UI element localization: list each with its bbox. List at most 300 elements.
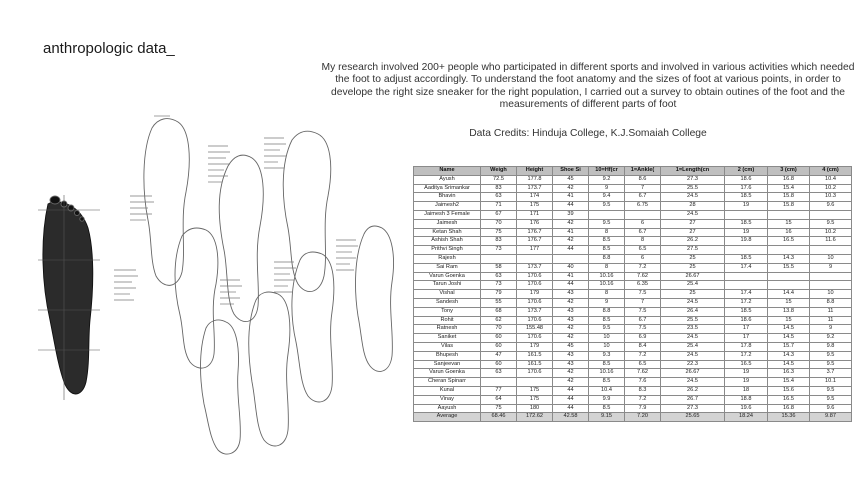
measurement-cell: 8.8 xyxy=(589,254,625,263)
participant-name-cell: Varun Goenka xyxy=(414,369,481,378)
measurement-cell: 10.3 xyxy=(810,193,852,202)
measurement-cell: 8.5 xyxy=(589,378,625,387)
measurement-cell: 9.2 xyxy=(810,334,852,343)
measurement-cell: 6 xyxy=(625,219,661,228)
measurement-cell: 7.2 xyxy=(625,395,661,404)
measurement-cell: 17.8 xyxy=(725,342,768,351)
measurement-cell: 17.2 xyxy=(725,298,768,307)
measurement-cell: 9 xyxy=(589,298,625,307)
measurement-cell: 9.6 xyxy=(810,202,852,211)
measurement-cell xyxy=(517,378,553,387)
table-row xyxy=(414,360,852,369)
column-header: Height xyxy=(517,167,553,176)
participant-name-cell: Sandesh xyxy=(414,298,481,307)
measurement-cell: 24.5 xyxy=(661,378,725,387)
measurement-cell: 43 xyxy=(553,360,589,369)
measurement-cell: 9.5 xyxy=(589,219,625,228)
table-row xyxy=(414,281,852,290)
measurement-cell: 41 xyxy=(553,228,589,237)
measurement-cell: 7.62 xyxy=(625,369,661,378)
measurement-cell: 3.7 xyxy=(810,369,852,378)
table-row xyxy=(414,193,852,202)
measurement-cell: 9.2 xyxy=(589,175,625,184)
column-header: Weigh xyxy=(481,167,517,176)
measurement-cell: 27.3 xyxy=(661,404,725,413)
measurement-cell: 171 xyxy=(517,210,553,219)
measurement-cell: 68 xyxy=(481,307,517,316)
measurement-cell: 155.48 xyxy=(517,325,553,334)
measurement-cell: 14.4 xyxy=(768,290,810,299)
average-value-cell: 9.87 xyxy=(810,413,852,422)
measurement-cell: 10.4 xyxy=(810,175,852,184)
measurement-cell: 10.2 xyxy=(810,228,852,237)
measurement-cell: 19 xyxy=(725,202,768,211)
measurement-cell: 9.5 xyxy=(810,360,852,369)
table-row xyxy=(414,263,852,272)
participant-name-cell: Aaditya Srimankar xyxy=(414,184,481,193)
measurement-cell: 63 xyxy=(481,193,517,202)
measurement-cell: 14.3 xyxy=(768,254,810,263)
measurement-cell: 173.7 xyxy=(517,184,553,193)
measurement-cell: 18 xyxy=(725,386,768,395)
participant-name-cell: Sai Ram xyxy=(414,263,481,272)
table-row xyxy=(414,254,852,263)
measurement-cell: 75 xyxy=(481,404,517,413)
measurement-cell: 42 xyxy=(553,325,589,334)
measurement-cell xyxy=(725,246,768,255)
measurement-cell: 22.3 xyxy=(661,360,725,369)
measurement-cell xyxy=(810,272,852,281)
column-header: 3 (cm) xyxy=(768,167,810,176)
measurement-cell: 77 xyxy=(481,386,517,395)
measurement-cell: 15.4 xyxy=(768,378,810,387)
measurement-cell: 83 xyxy=(481,237,517,246)
measurement-cell: 26.4 xyxy=(661,307,725,316)
participant-name-cell: Rajesh xyxy=(414,254,481,263)
participant-name-cell: Bhavin xyxy=(414,193,481,202)
measurement-cell: 24.5 xyxy=(661,351,725,360)
measurement-cell: 10.1 xyxy=(810,378,852,387)
measurement-cell: 24.5 xyxy=(661,334,725,343)
measurement-cell: 14.5 xyxy=(768,325,810,334)
measurement-cell: 9.6 xyxy=(810,404,852,413)
table-row xyxy=(414,219,852,228)
table-row xyxy=(414,404,852,413)
measurement-cell xyxy=(517,254,553,263)
measurement-cell: 170.6 xyxy=(517,272,553,281)
measurement-cell: 64 xyxy=(481,395,517,404)
measurement-cell: 71 xyxy=(481,202,517,211)
measurement-cell: 10.16 xyxy=(589,281,625,290)
participant-name-cell: Cheran Spinarr xyxy=(414,378,481,387)
measurement-cell: 9.5 xyxy=(810,219,852,228)
average-value-cell: 7.20 xyxy=(625,413,661,422)
measurement-cell: 44 xyxy=(553,386,589,395)
measurement-cell: 19 xyxy=(725,369,768,378)
measurement-cell: 8.5 xyxy=(589,360,625,369)
average-value-cell: 18.24 xyxy=(725,413,768,422)
measurement-cell: 7.9 xyxy=(625,404,661,413)
measurement-cell xyxy=(768,246,810,255)
measurement-cell: 44 xyxy=(553,202,589,211)
measurement-cell: 8 xyxy=(625,237,661,246)
measurement-cell: 176 xyxy=(517,219,553,228)
measurement-cell: 7.5 xyxy=(625,290,661,299)
measurement-cell: 7.62 xyxy=(625,272,661,281)
measurement-cell: 6.7 xyxy=(625,193,661,202)
measurement-cell: 16.8 xyxy=(768,175,810,184)
measurement-cell: 62 xyxy=(481,316,517,325)
measurement-cell xyxy=(810,281,852,290)
measurement-cell: 7 xyxy=(625,298,661,307)
measurement-cell: 17.2 xyxy=(725,351,768,360)
measurement-cell: 176.7 xyxy=(517,237,553,246)
measurement-cell: 45 xyxy=(553,342,589,351)
measurement-cell: 9.5 xyxy=(810,395,852,404)
measurement-cell: 18.5 xyxy=(725,219,768,228)
participant-name-cell: Vishal xyxy=(414,290,481,299)
measurement-cell: 43 xyxy=(553,351,589,360)
table-row xyxy=(414,386,852,395)
participant-name-cell: Tarun Joshi xyxy=(414,281,481,290)
column-header: 1=Length(cn xyxy=(661,167,725,176)
participant-name-cell: Saniket xyxy=(414,334,481,343)
table-row xyxy=(414,298,852,307)
table-row xyxy=(414,272,852,281)
measurement-cell: 170.6 xyxy=(517,281,553,290)
measurement-cell: 41 xyxy=(553,272,589,281)
measurement-cell: 9.4 xyxy=(589,193,625,202)
measurement-cell: 8.5 xyxy=(589,316,625,325)
measurement-cell: 8.8 xyxy=(589,307,625,316)
measurement-cell: 27.3 xyxy=(661,175,725,184)
measurement-cell: 10 xyxy=(810,254,852,263)
measurement-cell: 44 xyxy=(553,395,589,404)
intro-paragraph: My research involved 200+ people who participated in different sports and involved in various activities which needed the foot to adjust accordingly. To understand the foot anatomy and the sizes of foot at various points, in order to develope the right size sneaker for the right population, I carried out a survey to obtain outines of the foot and the measurements of different parts of foot xyxy=(321,62,855,111)
participant-name-cell: Varun Goenka xyxy=(414,272,481,281)
average-value-cell: 172.62 xyxy=(517,413,553,422)
participant-name-cell: Kunal xyxy=(414,386,481,395)
measurement-cell xyxy=(589,210,625,219)
measurement-cell: 16.5 xyxy=(768,237,810,246)
measurement-cell: 173.7 xyxy=(517,263,553,272)
average-value-cell: 9.15 xyxy=(589,413,625,422)
measurement-cell: 45 xyxy=(553,175,589,184)
measurement-cell: 47 xyxy=(481,351,517,360)
measurement-cell: 10.16 xyxy=(589,369,625,378)
measurement-cell: 177 xyxy=(517,246,553,255)
participant-name-cell: Ketan Shah xyxy=(414,228,481,237)
measurement-cell: 44 xyxy=(553,404,589,413)
measurement-cell: 7.6 xyxy=(625,378,661,387)
measurement-cell: 73 xyxy=(481,281,517,290)
participant-name-cell: Jaimesh2 xyxy=(414,202,481,211)
measurement-cell: 16.5 xyxy=(725,360,768,369)
measurement-cell: 17 xyxy=(725,334,768,343)
table-row xyxy=(414,395,852,404)
measurement-cell: 161.5 xyxy=(517,360,553,369)
measurement-cell: 15.5 xyxy=(768,263,810,272)
measurement-cell: 43 xyxy=(553,290,589,299)
measurement-cell xyxy=(481,378,517,387)
measurement-cell: 11 xyxy=(810,307,852,316)
measurement-cell: 25.5 xyxy=(661,184,725,193)
measurement-cell: 14.5 xyxy=(768,360,810,369)
measurement-cell: 60 xyxy=(481,360,517,369)
measurement-cell: 6.5 xyxy=(625,360,661,369)
measurement-cell: 17.4 xyxy=(725,263,768,272)
measurement-cell: 58 xyxy=(481,263,517,272)
measurement-cell: 25.4 xyxy=(661,281,725,290)
measurement-cell: 15 xyxy=(768,219,810,228)
table-row xyxy=(414,316,852,325)
participant-name-cell: Tony xyxy=(414,307,481,316)
measurement-cell: 43 xyxy=(553,316,589,325)
measurement-cell: 16 xyxy=(768,228,810,237)
average-value-cell: 68.46 xyxy=(481,413,517,422)
measurement-cell: 27.5 xyxy=(661,246,725,255)
measurement-cell: 18.5 xyxy=(725,193,768,202)
measurement-cell: 40 xyxy=(553,263,589,272)
measurement-cell: 60 xyxy=(481,342,517,351)
measurement-cell: 27 xyxy=(661,228,725,237)
measurement-cell: 8 xyxy=(589,263,625,272)
measurement-cell: 19.6 xyxy=(725,404,768,413)
measurement-cell: 39 xyxy=(553,210,589,219)
table-row xyxy=(414,246,852,255)
measurement-cell: 41 xyxy=(553,193,589,202)
participant-name-cell: Vinay xyxy=(414,395,481,404)
measurement-cell: 26.7 xyxy=(661,395,725,404)
measurement-cell: 170.6 xyxy=(517,334,553,343)
measurement-cell: 13.8 xyxy=(768,307,810,316)
table-row xyxy=(414,202,852,211)
measurement-cell: 28 xyxy=(661,202,725,211)
participant-name-cell: Sanjeevan xyxy=(414,360,481,369)
measurement-cell: 25.4 xyxy=(661,342,725,351)
table-body xyxy=(414,175,852,421)
measurement-cell: 8 xyxy=(589,290,625,299)
participant-name-cell: Jaimesh xyxy=(414,219,481,228)
measurement-cell: 19 xyxy=(725,378,768,387)
measurement-cell: 175 xyxy=(517,202,553,211)
table-row xyxy=(414,378,852,387)
measurement-cell xyxy=(553,254,589,263)
participant-name-cell: Jaimesh 3 Female xyxy=(414,210,481,219)
measurement-cell: 7.5 xyxy=(625,307,661,316)
table-row xyxy=(414,290,852,299)
measurement-cell: 15.7 xyxy=(768,342,810,351)
measurement-cell: 15 xyxy=(768,298,810,307)
measurement-cell: 63 xyxy=(481,272,517,281)
measurement-cell: 42 xyxy=(553,334,589,343)
measurement-cell: 161.5 xyxy=(517,351,553,360)
measurement-cell: 42 xyxy=(553,369,589,378)
measurement-cell: 15.8 xyxy=(768,193,810,202)
table-row xyxy=(414,342,852,351)
measurement-cell: 27 xyxy=(661,219,725,228)
measurement-cell xyxy=(725,281,768,290)
measurement-cell: 11 xyxy=(810,316,852,325)
table-row xyxy=(414,237,852,246)
foot-measurement-table xyxy=(413,166,852,422)
measurement-cell: 8.8 xyxy=(810,298,852,307)
measurement-cell: 15.8 xyxy=(768,202,810,211)
measurement-cell: 18.6 xyxy=(725,175,768,184)
measurement-cell: 6.35 xyxy=(625,281,661,290)
average-value-cell: 25.65 xyxy=(661,413,725,422)
measurement-cell: 43 xyxy=(553,307,589,316)
measurement-cell: 173.7 xyxy=(517,307,553,316)
measurement-cell: 17 xyxy=(725,325,768,334)
measurement-cell xyxy=(768,210,810,219)
measurement-cell: 179 xyxy=(517,342,553,351)
average-value-cell: 15.36 xyxy=(768,413,810,422)
measurement-cell: 175 xyxy=(517,386,553,395)
table-row xyxy=(414,351,852,360)
page-title: anthropologic data_ xyxy=(43,40,175,57)
table-row xyxy=(414,175,852,184)
measurement-cell: 10 xyxy=(589,334,625,343)
measurement-cell: 24.5 xyxy=(661,193,725,202)
measurement-cell: 7.2 xyxy=(625,351,661,360)
measurement-cell: 44 xyxy=(553,246,589,255)
measurement-cell: 8.6 xyxy=(625,175,661,184)
measurement-cell: 44 xyxy=(553,281,589,290)
average-label-cell: Average xyxy=(414,413,481,422)
measurement-cell: 19.8 xyxy=(725,237,768,246)
measurement-cell: 9.5 xyxy=(810,386,852,395)
measurement-cell xyxy=(725,272,768,281)
measurement-cell: 67 xyxy=(481,210,517,219)
measurement-cell: 14.5 xyxy=(768,334,810,343)
measured-footprint-icon xyxy=(38,195,100,400)
measurement-cell: 75 xyxy=(481,228,517,237)
measurement-cell: 42 xyxy=(553,219,589,228)
measurement-cell: 18.5 xyxy=(725,307,768,316)
measurement-cell: 9 xyxy=(810,325,852,334)
measurement-cell: 19 xyxy=(725,228,768,237)
measurement-cell xyxy=(481,254,517,263)
measurement-cell: 24.5 xyxy=(661,298,725,307)
measurement-cell: 174 xyxy=(517,193,553,202)
measurement-cell: 6.5 xyxy=(625,246,661,255)
measurement-cell: 6.7 xyxy=(625,316,661,325)
measurement-cell: 55 xyxy=(481,298,517,307)
foot-outline-sketches xyxy=(30,100,410,480)
measurement-cell: 10 xyxy=(810,290,852,299)
measurement-cell: 17.6 xyxy=(725,184,768,193)
measurement-cell: 9.3 xyxy=(589,351,625,360)
table-row xyxy=(414,307,852,316)
measurement-cell: 7 xyxy=(625,184,661,193)
measurement-cell: 10.16 xyxy=(589,272,625,281)
measurement-cell: 15 xyxy=(768,316,810,325)
measurement-cell: 79 xyxy=(481,290,517,299)
measurement-cell: 6.75 xyxy=(625,202,661,211)
participant-name-cell: Bhupesh xyxy=(414,351,481,360)
measurement-cell: 42 xyxy=(553,237,589,246)
measurement-cell: 63 xyxy=(481,369,517,378)
measurement-cell: 9.8 xyxy=(810,342,852,351)
measurement-cell: 23.5 xyxy=(661,325,725,334)
measurement-cell: 70 xyxy=(481,219,517,228)
measurement-cell xyxy=(768,272,810,281)
participant-name-cell: Ashish Shah xyxy=(414,237,481,246)
measurement-cell: 25.5 xyxy=(661,316,725,325)
measurement-cell: 15.6 xyxy=(768,386,810,395)
measurement-cell: 25 xyxy=(661,290,725,299)
foot-measurement-table-container xyxy=(413,166,851,422)
measurement-cell: 72.5 xyxy=(481,175,517,184)
average-value-cell: 42.58 xyxy=(553,413,589,422)
measurement-cell: 16.3 xyxy=(768,369,810,378)
measurement-cell: 6 xyxy=(625,254,661,263)
measurement-cell: 60 xyxy=(481,334,517,343)
measurement-cell: 8.4 xyxy=(625,342,661,351)
column-header: 10=Hf(cr xyxy=(589,167,625,176)
measurement-cell: 170.6 xyxy=(517,316,553,325)
column-header: 1=Ankle( xyxy=(625,167,661,176)
table-row xyxy=(414,334,852,343)
measurement-cell: 9 xyxy=(810,263,852,272)
measurement-cell: 42 xyxy=(553,184,589,193)
participant-name-cell: Prithvi Singh xyxy=(414,246,481,255)
data-credits: Data Credits: Hinduja College, K.J.Somaiah College xyxy=(469,128,707,139)
measurement-cell: 9.5 xyxy=(810,351,852,360)
measurement-cell: 9.9 xyxy=(589,395,625,404)
measurement-cell: 25 xyxy=(661,254,725,263)
measurement-cell: 18.5 xyxy=(725,254,768,263)
table-header-row xyxy=(414,167,852,176)
measurement-cell: 73 xyxy=(481,246,517,255)
measurement-cell: 9 xyxy=(589,184,625,193)
measurement-cell: 24.5 xyxy=(661,210,725,219)
measurement-cell xyxy=(725,210,768,219)
measurement-cell: 18.6 xyxy=(725,316,768,325)
measurement-cell: 7.2 xyxy=(625,263,661,272)
measurement-cell: 177.8 xyxy=(517,175,553,184)
measurement-cell: 175 xyxy=(517,395,553,404)
measurement-cell: 15.4 xyxy=(768,184,810,193)
measurement-cell xyxy=(810,210,852,219)
measurement-cell: 8.5 xyxy=(589,246,625,255)
measurement-cell xyxy=(810,246,852,255)
column-header: Shoe Si xyxy=(553,167,589,176)
measurement-cell: 42 xyxy=(553,378,589,387)
measurement-cell: 180 xyxy=(517,404,553,413)
measurement-cell: 10.2 xyxy=(810,184,852,193)
measurement-cell xyxy=(768,281,810,290)
measurement-cell: 16.5 xyxy=(768,395,810,404)
measurement-cell: 8 xyxy=(589,228,625,237)
table-row xyxy=(414,184,852,193)
measurement-cell: 176.7 xyxy=(517,228,553,237)
measurement-cell: 170.6 xyxy=(517,298,553,307)
measurement-cell: 83 xyxy=(481,184,517,193)
table-row xyxy=(414,228,852,237)
measurement-cell: 42 xyxy=(553,298,589,307)
measurement-cell: 8.5 xyxy=(589,237,625,246)
measurement-cell: 6.7 xyxy=(625,228,661,237)
table-row xyxy=(414,210,852,219)
measurement-cell: 9.5 xyxy=(589,325,625,334)
participant-name-cell: Rohit xyxy=(414,316,481,325)
column-header: Name xyxy=(414,167,481,176)
measurement-cell: 9.5 xyxy=(589,202,625,211)
measurement-cell xyxy=(625,210,661,219)
measurement-cell: 26.2 xyxy=(661,386,725,395)
